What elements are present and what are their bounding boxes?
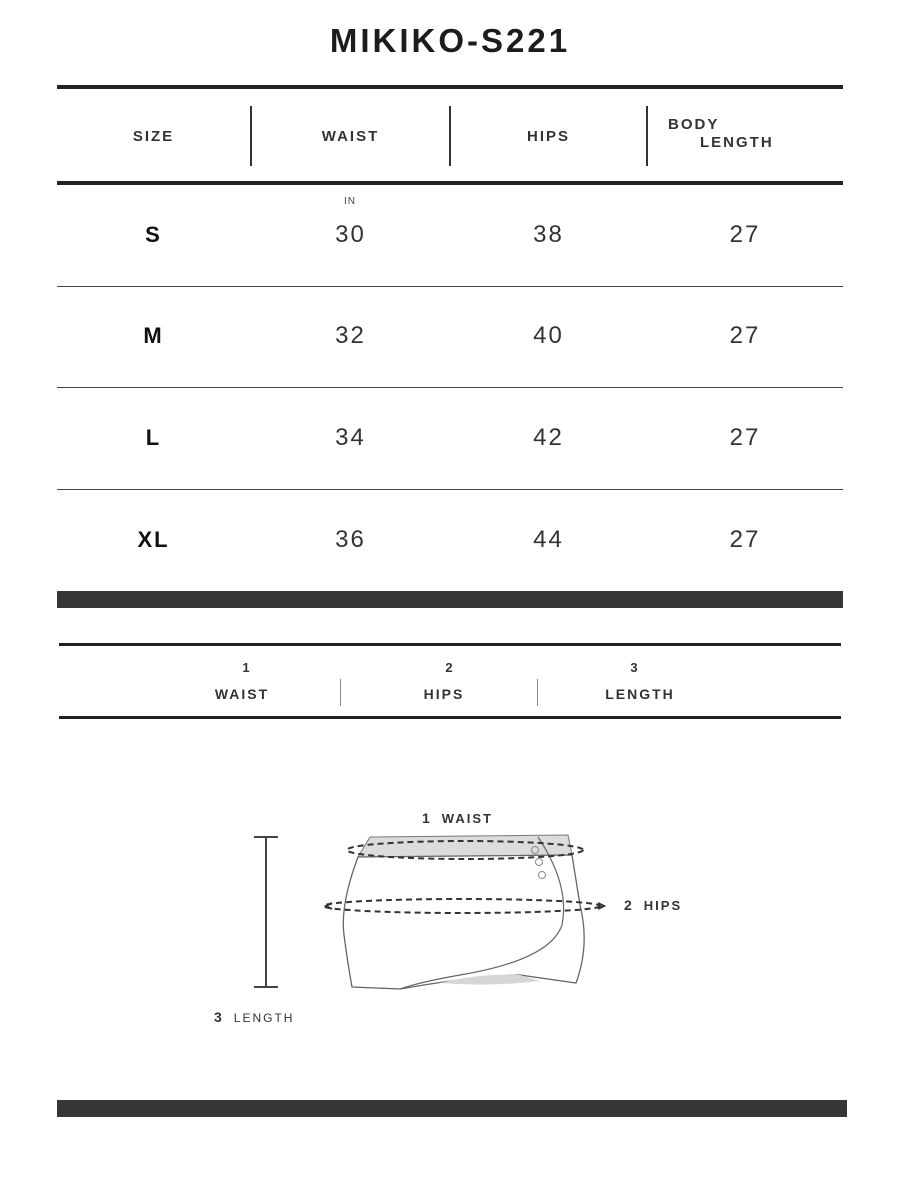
header-hips: HIPS	[526, 127, 570, 145]
guide-label-length: LENGTH	[605, 686, 675, 702]
waist-cell: 36	[335, 525, 366, 553]
hips-cell: 42	[533, 423, 564, 451]
guide-bottom-rule	[59, 716, 841, 719]
diagram-hips-num: 2	[624, 897, 634, 913]
header-body-length	[668, 116, 774, 152]
diagram-length-label	[214, 1009, 294, 1025]
guide-label-waist: WAIST	[214, 686, 270, 702]
size-cell: M	[143, 322, 164, 348]
hips-cell: 44	[533, 525, 564, 553]
diagram-length-num: 3	[214, 1009, 224, 1025]
table-bottom-bar	[57, 591, 843, 608]
skirt-body	[343, 855, 584, 989]
header-divider	[646, 106, 648, 166]
guide-num-hips: 2	[445, 660, 453, 675]
diagram-length-text: LENGTH	[233, 1011, 295, 1025]
table-row	[57, 489, 843, 590]
guide-num-length: 3	[630, 660, 638, 675]
guide-divider	[537, 679, 538, 706]
diagram-hips-label	[624, 897, 682, 913]
table-row	[57, 184, 843, 285]
header-waist: WAIST	[321, 127, 380, 145]
diagram-hips-text: HIPS	[643, 898, 683, 913]
unit-label: IN	[344, 196, 356, 207]
waist-cell: 30	[335, 220, 366, 248]
waist-cell: 34	[335, 423, 366, 451]
table-row	[57, 387, 843, 488]
table-row	[57, 285, 843, 386]
length-cell: 27	[729, 525, 761, 553]
length-cell: 27	[729, 423, 761, 451]
hips-cell: 40	[533, 321, 564, 349]
page-title: MIKIKO-S221	[329, 22, 571, 59]
diagram-waist-num: 1	[422, 810, 432, 826]
guide-top-rule	[59, 643, 841, 646]
size-cell: XL	[137, 526, 170, 552]
skirt-diagram	[240, 825, 620, 1005]
guide-label-hips: HIPS	[423, 686, 465, 702]
guide-divider	[340, 679, 341, 706]
diagram-waist-label	[422, 810, 493, 826]
header-body-line1: BODY	[668, 116, 720, 133]
header-size: SIZE	[132, 127, 175, 145]
length-cell: 27	[729, 220, 761, 248]
length-cell: 27	[729, 321, 761, 349]
waist-cell: 32	[335, 321, 366, 349]
guide-num-waist: 1	[242, 660, 250, 675]
header-body-line2: LENGTH	[700, 134, 774, 151]
diagram-waist-text: WAIST	[441, 811, 493, 826]
skirt-waistband	[358, 835, 572, 857]
size-cell: S	[145, 221, 162, 247]
size-cell: L	[145, 424, 162, 450]
hips-cell: 38	[533, 220, 564, 248]
page-bottom-bar	[57, 1100, 847, 1117]
table-top-rule	[57, 85, 843, 89]
